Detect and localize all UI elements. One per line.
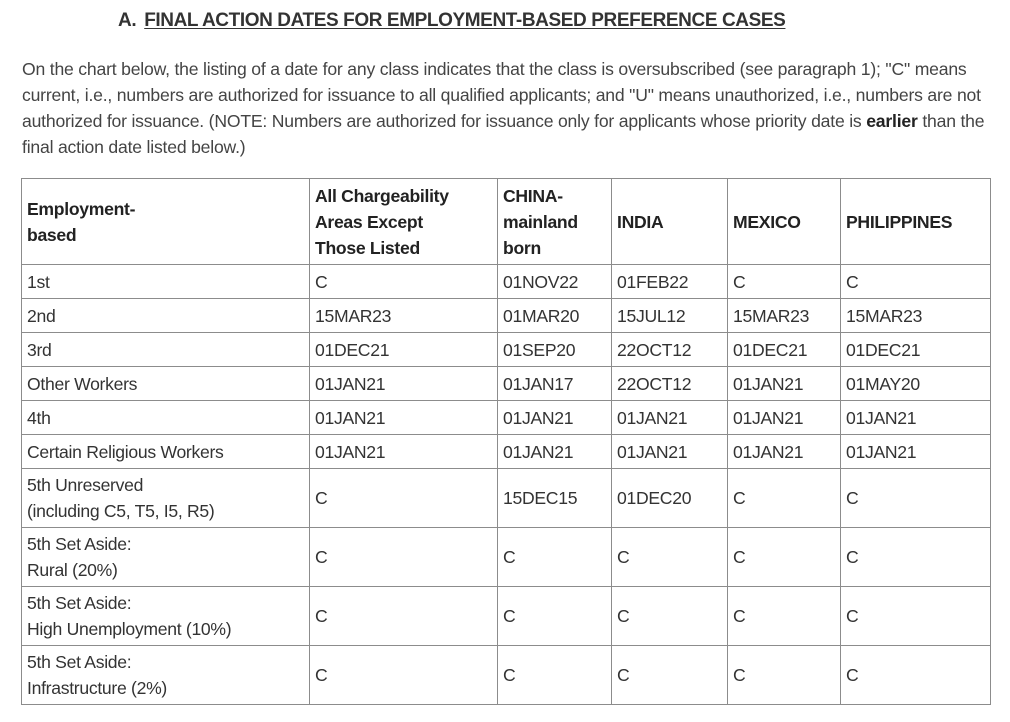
row-label-text: 5th Set Aside: bbox=[27, 593, 132, 613]
row-label-text: High Unemployment (10%) bbox=[27, 619, 232, 639]
row-label-text: 2nd bbox=[27, 305, 56, 326]
date-cell: 01JAN17 bbox=[498, 367, 612, 401]
date-cell: 01JAN21 bbox=[841, 435, 991, 469]
date-cell: 15MAR23 bbox=[728, 299, 841, 333]
row-label-text: Other Workers bbox=[27, 373, 138, 394]
row-label-text: 5th Set Aside: bbox=[27, 534, 132, 554]
date-cell: 01JAN21 bbox=[498, 435, 612, 469]
date-cell: C bbox=[498, 646, 612, 705]
date-cell: C bbox=[310, 587, 498, 646]
row-label-text: (including C5, T5, I5, R5) bbox=[27, 501, 215, 521]
section-title: FINAL ACTION DATES FOR EMPLOYMENT-BASED PREFERENCE CASES bbox=[144, 10, 786, 31]
header-mexico bbox=[728, 179, 841, 265]
header-text-line: Those Listed bbox=[315, 237, 420, 258]
date-cell: C bbox=[612, 528, 728, 587]
date-cell: 01FEB22 bbox=[612, 265, 728, 299]
date-cell: 01JAN21 bbox=[310, 367, 498, 401]
row-label-text: 3rd bbox=[27, 339, 52, 360]
row-label-cell bbox=[22, 469, 310, 528]
intro-text-part1: On the chart below, the listing of a date for any class indicates that the class is oversubscribed (see paragraph 1); "C" means current, i.e., numbers are authorized for issuance to all qualified applicants; and "U" means unauthorized, i.e., numbers are not authorized for issuance. (NOTE: Numbers are authorized for issuance only for applicants whose priority date is bbox=[22, 59, 981, 131]
date-cell: 15MAR23 bbox=[841, 299, 991, 333]
header-text-line: born bbox=[503, 237, 541, 258]
header-philippines bbox=[841, 179, 991, 265]
header-china bbox=[498, 179, 612, 265]
row-label-text: 4th bbox=[27, 407, 51, 428]
date-cell: C bbox=[498, 528, 612, 587]
row-label-text: Rural (20%) bbox=[27, 560, 118, 580]
header-text-line: mainland bbox=[503, 211, 578, 232]
date-cell: 15JUL12 bbox=[612, 299, 728, 333]
row-label-cell bbox=[22, 528, 310, 587]
row-label-text: Certain Religious Workers bbox=[27, 441, 224, 462]
table-row bbox=[22, 587, 991, 646]
table-row bbox=[22, 265, 991, 299]
table-row bbox=[22, 528, 991, 587]
header-text-line: CHINA- bbox=[503, 185, 563, 206]
date-cell: 01JAN21 bbox=[310, 401, 498, 435]
header-text-line: INDIA bbox=[617, 211, 664, 232]
date-cell: C bbox=[841, 469, 991, 528]
intro-paragraph bbox=[22, 56, 992, 160]
date-cell: C bbox=[310, 469, 498, 528]
intro-emphasis: earlier bbox=[866, 111, 918, 131]
table-row bbox=[22, 333, 991, 367]
date-cell: C bbox=[841, 587, 991, 646]
row-label-cell bbox=[22, 367, 310, 401]
date-cell: C bbox=[498, 587, 612, 646]
intro-text-part2: than the final action date listed below.) bbox=[22, 111, 985, 157]
date-cell: 01JAN21 bbox=[612, 435, 728, 469]
row-label-text: 5th Unreserved bbox=[27, 475, 144, 495]
date-cell: 22OCT12 bbox=[612, 333, 728, 367]
row-label-text: 5th Set Aside: bbox=[27, 652, 132, 672]
date-cell: 01JAN21 bbox=[728, 367, 841, 401]
table-row bbox=[22, 469, 991, 528]
date-cell: 01MAR20 bbox=[498, 299, 612, 333]
table-row bbox=[22, 401, 991, 435]
date-cell: C bbox=[841, 265, 991, 299]
header-text-line: All Chargeability bbox=[315, 185, 449, 206]
row-label-text: Infrastructure (2%) bbox=[27, 678, 167, 698]
date-cell: 01DEC21 bbox=[310, 333, 498, 367]
date-cell: C bbox=[310, 646, 498, 705]
date-cell: 15MAR23 bbox=[310, 299, 498, 333]
header-text-line: Areas Except bbox=[315, 211, 423, 232]
date-cell: 01JAN21 bbox=[310, 435, 498, 469]
table-row bbox=[22, 646, 991, 705]
date-cell: 01NOV22 bbox=[498, 265, 612, 299]
row-label-cell bbox=[22, 299, 310, 333]
date-cell: 01JAN21 bbox=[728, 401, 841, 435]
row-label-cell bbox=[22, 333, 310, 367]
header-text-line: based bbox=[27, 224, 77, 245]
date-cell: C bbox=[841, 646, 991, 705]
date-cell: C bbox=[728, 646, 841, 705]
table-row bbox=[22, 435, 991, 469]
date-cell: C bbox=[612, 587, 728, 646]
header-text-line: MEXICO bbox=[733, 211, 801, 232]
date-cell: 22OCT12 bbox=[612, 367, 728, 401]
row-label-cell bbox=[22, 265, 310, 299]
date-cell: 01JAN21 bbox=[612, 401, 728, 435]
date-cell: 01JAN21 bbox=[841, 401, 991, 435]
table-row bbox=[22, 299, 991, 333]
date-cell: C bbox=[612, 646, 728, 705]
table-row bbox=[22, 367, 991, 401]
header-india bbox=[612, 179, 728, 265]
header-text-line: Employment- bbox=[27, 198, 136, 219]
header-employment-based bbox=[22, 179, 310, 265]
date-cell: 01DEC21 bbox=[841, 333, 991, 367]
table-body bbox=[22, 265, 991, 705]
date-cell: 01SEP20 bbox=[498, 333, 612, 367]
header-all-chargeability bbox=[310, 179, 498, 265]
row-label-cell bbox=[22, 435, 310, 469]
row-label-cell bbox=[22, 401, 310, 435]
final-action-dates-table bbox=[21, 178, 991, 705]
table-header-row bbox=[22, 179, 991, 265]
date-cell: 01MAY20 bbox=[841, 367, 991, 401]
date-cell: C bbox=[728, 528, 841, 587]
date-cell: C bbox=[310, 528, 498, 587]
row-label-cell bbox=[22, 646, 310, 705]
date-cell: 01JAN21 bbox=[728, 435, 841, 469]
header-text-line: PHILIPPINES bbox=[846, 211, 953, 232]
section-prefix: A. bbox=[118, 10, 137, 31]
date-cell: C bbox=[728, 469, 841, 528]
date-cell: C bbox=[728, 265, 841, 299]
date-cell: 01DEC20 bbox=[612, 469, 728, 528]
section-heading bbox=[118, 10, 785, 32]
row-label-cell bbox=[22, 587, 310, 646]
date-cell: C bbox=[728, 587, 841, 646]
date-cell: C bbox=[841, 528, 991, 587]
date-cell: 15DEC15 bbox=[498, 469, 612, 528]
date-cell: 01JAN21 bbox=[498, 401, 612, 435]
date-cell: 01DEC21 bbox=[728, 333, 841, 367]
date-cell: C bbox=[310, 265, 498, 299]
row-label-text: 1st bbox=[27, 271, 50, 292]
